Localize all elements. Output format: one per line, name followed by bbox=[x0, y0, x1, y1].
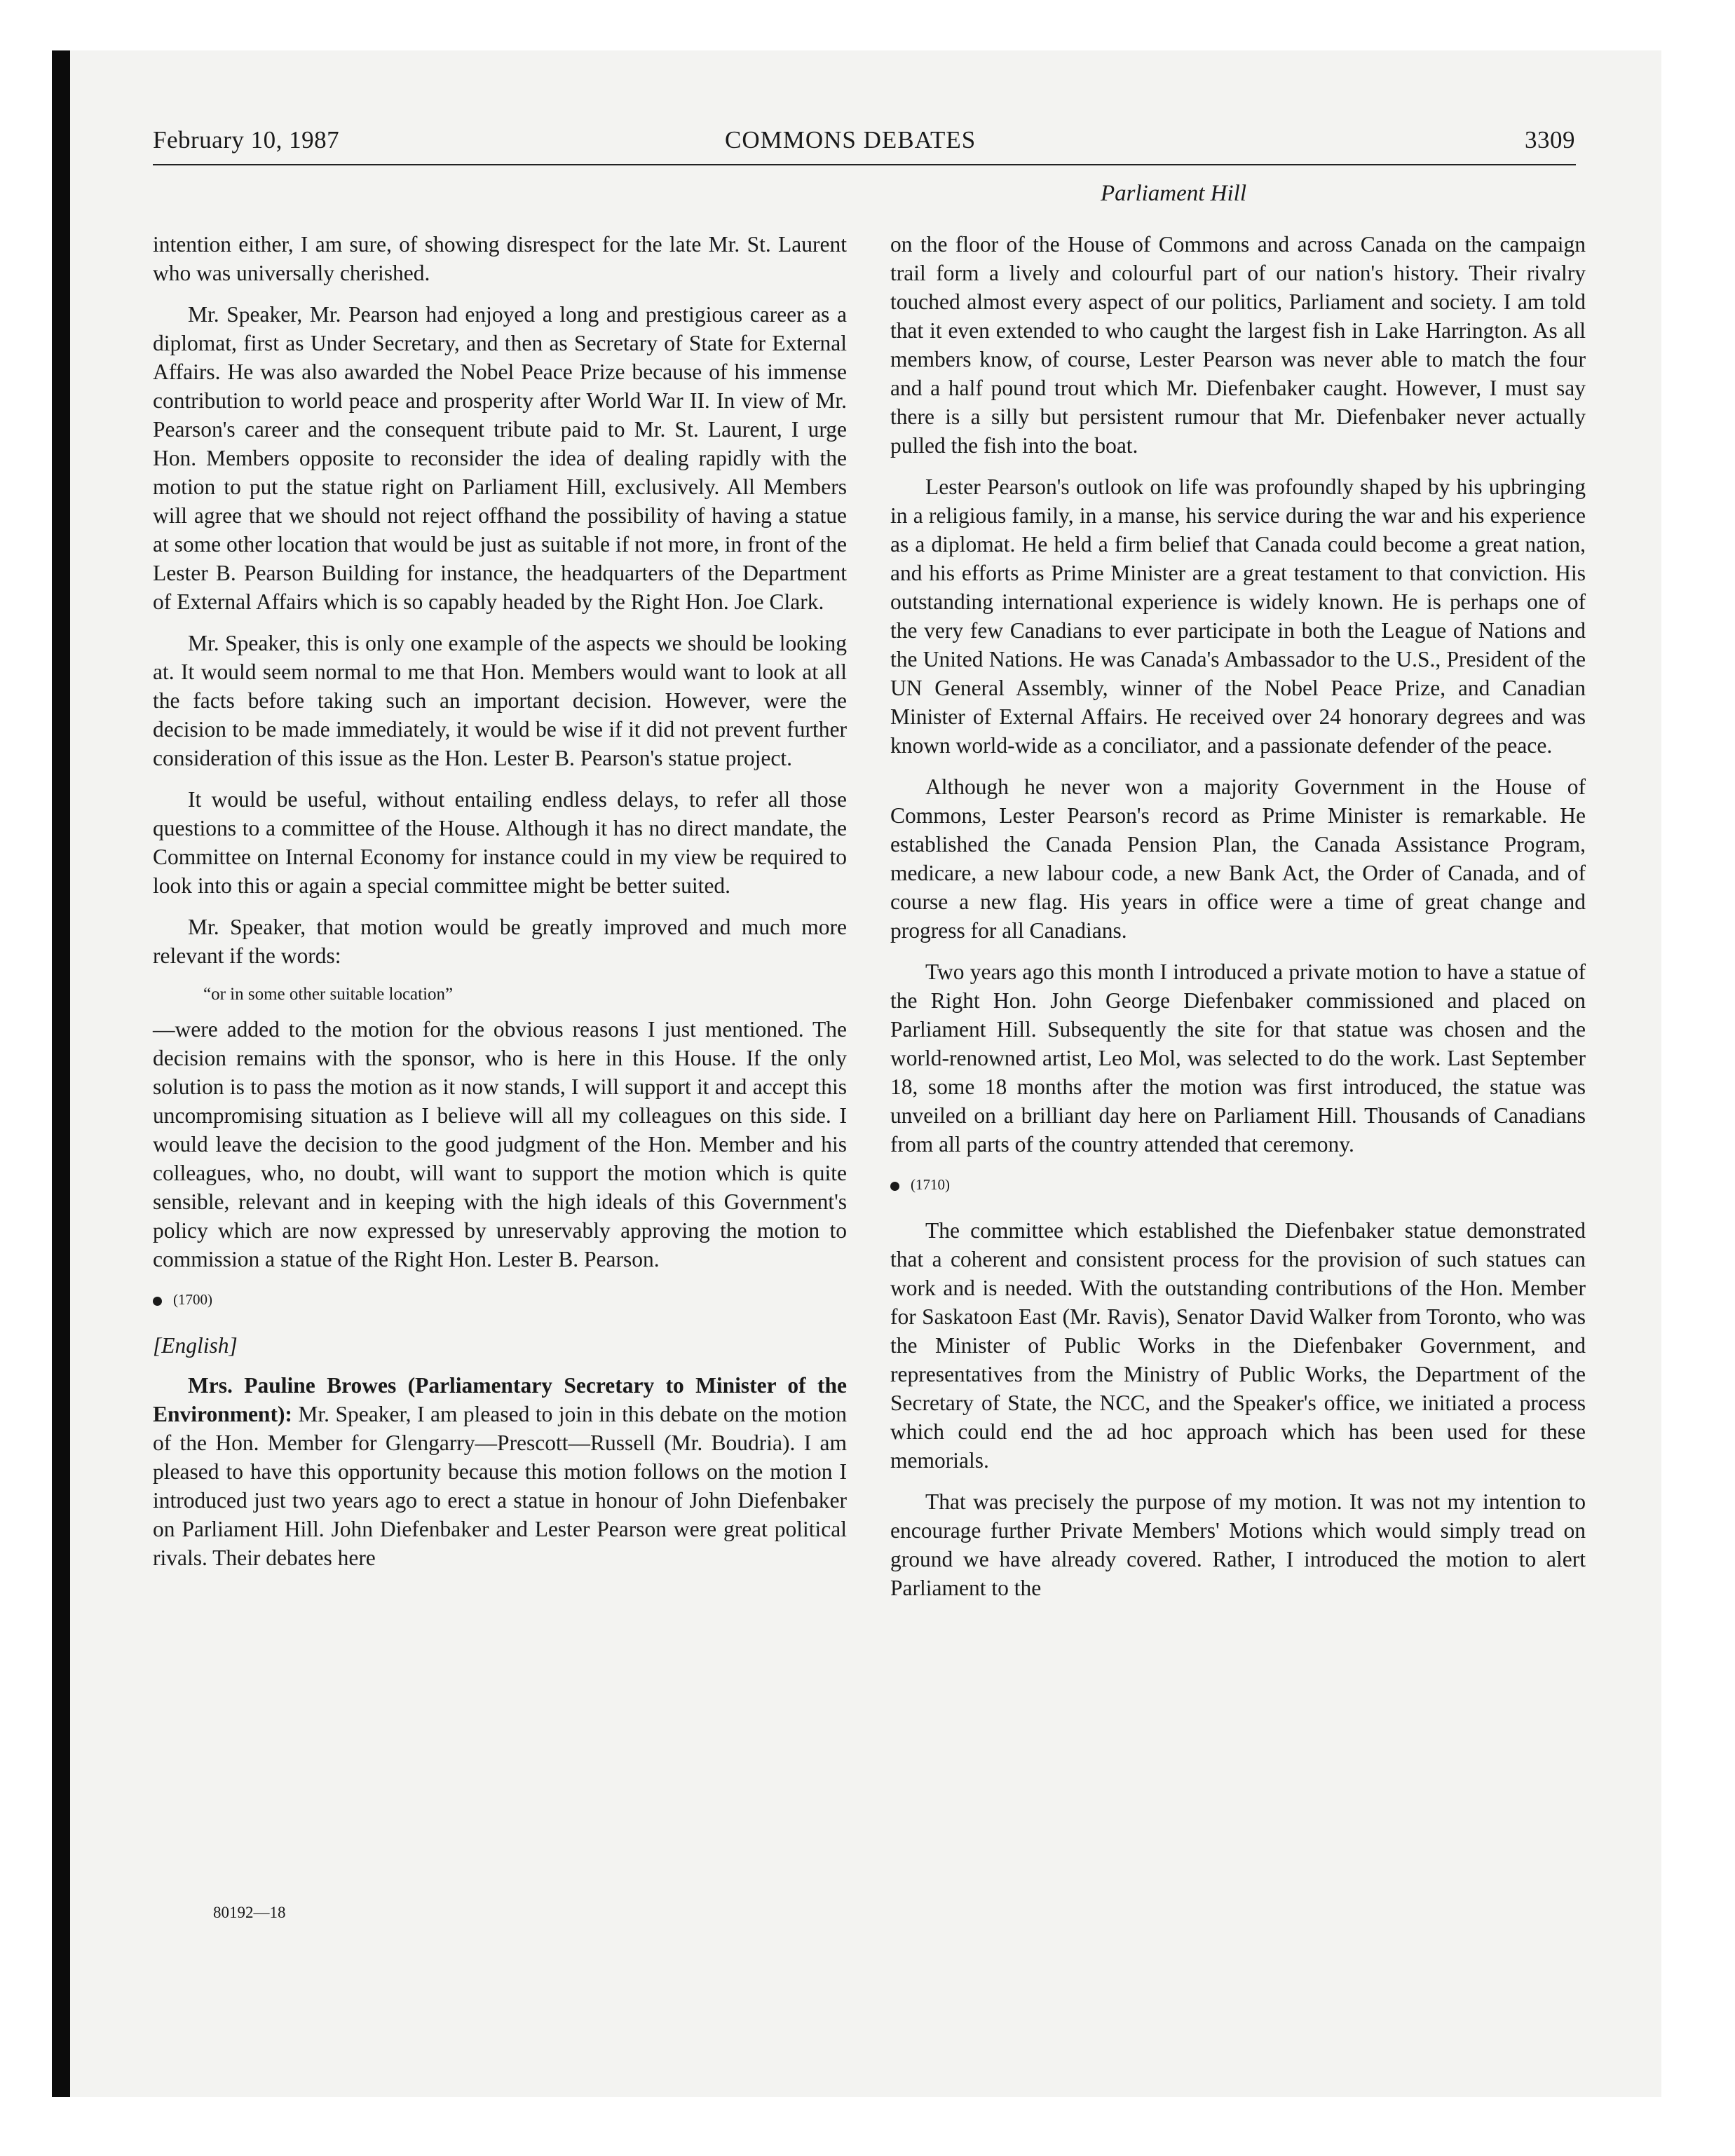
paragraph: —were added to the motion for the obvious reasons I just mentioned. The decision remains with the sponsor, who is here in this House. If the only solution is to pass the motion as it now stands, I will support it and accept this uncompromising situation as I believe will all my colleagues on this side. I would leave the decision to the good judgment of the Hon. Member and his colleagues, who, no doubt, will want to support the motion which is quite sensible, relevant and in keeping with the high ideals of this Government's policy which are now expressed by unreservably approving the motion to commission a statue of the Right Hon. Lester B. Pearson. bbox=[153, 1017, 847, 1271]
scan-binding-edge bbox=[52, 50, 70, 2097]
language-note: [English] bbox=[153, 1333, 238, 1358]
paragraph: Mr. Speaker, that motion would be greatly improved and much more relevant if the words: bbox=[153, 915, 847, 968]
speaker-paragraph bbox=[153, 1371, 847, 1572]
header-publication: COMMONS DEBATES bbox=[725, 126, 977, 153]
time-marker-text: (1710) bbox=[911, 1176, 950, 1193]
time-marker bbox=[890, 1174, 1586, 1195]
footer-code: 80192—18 bbox=[213, 1904, 286, 1921]
bullet-icon bbox=[890, 1182, 899, 1191]
paragraph: Although he never won a majority Government in the House of Commons, Lester Pearson's record as Prime Minister is remarkable. He established the Canada Pension Plan, the Canada Assistance Program, medicare, a new labour code, a new Bank Act, the Order of Canada, and of course a new flag. His years in office were a time of great change and progress for all Canadians. bbox=[890, 775, 1586, 943]
paragraph: That was precisely the purpose of my motion. It was not my intention to encourage further Private Members' Motions which would simply tread on ground we have already covered. Rather, I introduced the motion to alert Parliament to the bbox=[890, 1489, 1586, 1600]
paragraph: Mr. Speaker, this is only one example of the aspects we should be looking at. It would seem normal to me that Hon. Members would want to look at all the facts before taking such an important decision. However, were the decision to be made immediately, it would be wise if it did not prevent further consideration of this issue as the Hon. Lester B. Pearson's statue project. bbox=[153, 631, 847, 770]
bullet-icon bbox=[153, 1297, 162, 1306]
paragraph: Lester Pearson's outlook on life was profoundly shaped by his upbringing in a religious family, in a manse, his service during the war and his experience as a diplomat. He held a firm belief that Canada could become a great nation, and his efforts as Prime Minister are a great testament to that conviction. His outstanding international experience is widely known. He is perhaps one of the very few Canadians to ever participate in both the League of Nations and the United Nations. He was Canada's Ambassador to the U.S., President of the UN General Assembly, winner of the Nobel Peace Prize, and Canadian Minister of External Affairs. He received over 24 honorary degrees and was known world-wide as a conciliator, and a passionate defender of the peace. bbox=[890, 475, 1586, 758]
speech-text: Mr. Speaker, I am pleased to join in this debate on the motion of the Hon. Member for Glengarry—Prescott—Russell (Mr. Boudria). I am pleased to have this opportunity because this motion follows on the motion I introduced just two years ago to erect a statue in honour of John Diefenbaker on Parliament Hill. John Diefenbaker and Lester Pearson were great political rivals. Their debates here bbox=[153, 1402, 847, 1570]
time-marker-text: (1700) bbox=[173, 1291, 212, 1308]
quoted-words: “or in some other suitable location” bbox=[203, 985, 454, 1004]
time-marker bbox=[153, 1289, 847, 1310]
header-page-number: 3309 bbox=[1525, 126, 1575, 153]
paragraph: The committee which established the Diefenbaker statue demonstrated that a coherent and consistent process for the provision of such statues can work and is needed. With the outstanding contributions of the Hon. Member for Saskatoon East (Mr. Ravis), Senator David Walker from Toronto, who was the Minister of Public Works in the Diefenbaker Government, and representatives from the Ministry of Public Works, the Department of the Secretary of State, the NCC, and the Speaker's office, we initiated a process which could end the ad hoc approach which has been used for these memorials. bbox=[890, 1218, 1586, 1473]
subject-heading: Parliament Hill bbox=[1100, 181, 1247, 206]
paragraph: It would be useful, without entailing endless delays, to refer all those questions to a committee of the House. Although it has no direct mandate, the Committee on Internal Economy for instance could in my view be required to look into this or again a special committee might be better suited. bbox=[153, 787, 847, 898]
paragraph: intention either, I am sure, of showing disrespect for the late Mr. St. Laurent who was universally cherished. bbox=[153, 232, 847, 285]
paragraph: on the floor of the House of Commons and across Canada on the campaign trail form a lively and colourful part of our nation's history. Their rivalry touched almost every aspect of our politics, Parliament and society. I am told that it even extended to who caught the largest fish in Lake Harrington. As all members know, of course, Lester Pearson was never able to match the four and a half pound trout which Mr. Diefenbaker caught. However, I must say there is a silly but persistent rumour that Mr. Diefenbaker never actually pulled the fish into the boat. bbox=[890, 232, 1586, 458]
right-column bbox=[890, 230, 1586, 1615]
paragraph: Two years ago this month I introduced a private motion to have a statue of the Right Hon. John George Diefenbaker commissioned and placed on Parliament Hill. Subsequently the site for that statue was chosen and the world-renowned artist, Leo Mol, was selected to do the work. Last September 18, some 18 months after the motion was first introduced, the statue was unveiled on a brilliant day here on Parliament Hill. Thousands of Canadians from all parts of the country attended that ceremony. bbox=[890, 960, 1586, 1157]
speaker-name: Mrs. Pauline Browes (Parliamentary Secretary to Minister of the Environment): bbox=[153, 1373, 847, 1426]
left-column bbox=[153, 230, 847, 1585]
paragraph: Mr. Speaker, Mr. Pearson had enjoyed a long and prestigious career as a diplomat, first as Under Secretary, and then as Secretary of State for External Affairs. He was also awarded the Nobel Peace Prize because of his immense contribution to world peace and prosperity after World War II. In view of Mr. Pearson's career and the consequent tribute paid to Mr. St. Laurent, I urge Hon. Members opposite to reconsider the idea of dealing rapidly with the motion to put the statue right on Parliament Hill, exclusively. All Members will agree that we should not reject offhand the possibility of having a statue at some other location that would be just as suitable if not more, in front of the Lester B. Pearson Building for instance, the headquarters of the Department of External Affairs which is so capably headed by the Right Hon. Joe Clark. bbox=[153, 302, 847, 614]
header-rule bbox=[153, 164, 1576, 165]
header-date: February 10, 1987 bbox=[153, 126, 340, 153]
